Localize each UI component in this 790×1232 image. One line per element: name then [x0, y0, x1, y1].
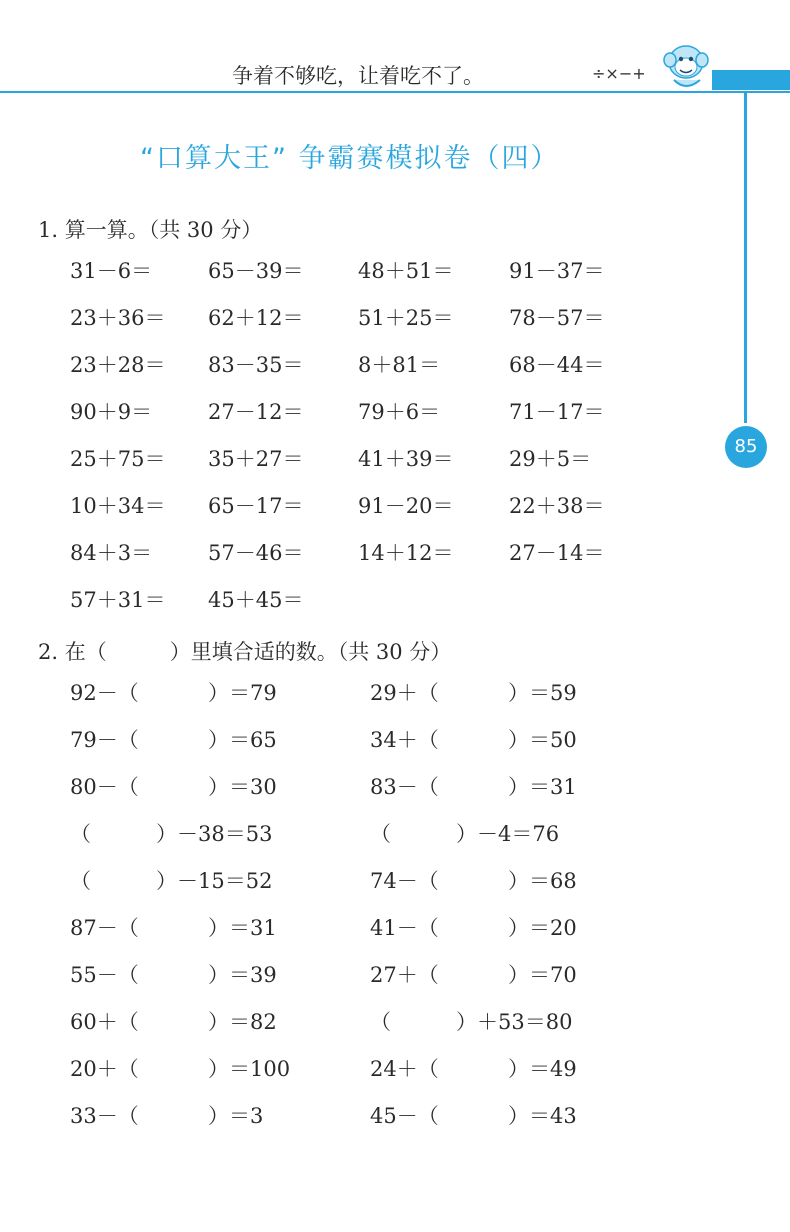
- problem: 41＋39＝: [358, 447, 454, 471]
- problem-empty: [358, 585, 509, 632]
- fill-blank-problem: [70, 960, 370, 990]
- problem: 25＋75＝: [70, 447, 166, 471]
- worksheet-title: “口算大王” 争霸赛模拟卷（四）: [140, 143, 560, 174]
- problem: 14＋12＝: [358, 541, 454, 565]
- fill-blank-problem: [70, 678, 370, 708]
- fill-blank-suffix: ）＝100: [208, 1057, 291, 1081]
- problem: 8＋81＝: [358, 353, 441, 377]
- monkey-mascot-icon: [652, 40, 714, 92]
- fill-blank-suffix: ）＝39: [208, 963, 277, 987]
- problem: 83－35＝: [208, 353, 304, 377]
- fill-blank-prefix: 41－（: [370, 916, 439, 940]
- fill-blank-problem: [370, 1054, 610, 1084]
- fill-blank-prefix: 27＋（: [370, 963, 439, 987]
- fill-blank-suffix: ）－38＝53: [156, 822, 273, 846]
- problem: 23＋28＝: [70, 353, 166, 377]
- fill-blank-prefix: 60＋（: [70, 1010, 139, 1034]
- fill-blank-suffix: ）－4＝76: [456, 822, 560, 846]
- fill-blank-prefix: 79－（: [70, 728, 139, 752]
- fill-blank-problem: [370, 1007, 610, 1037]
- fill-blank-prefix: 83－（: [370, 775, 439, 799]
- problem: 57＋31＝: [70, 588, 166, 612]
- fill-blank-problem: [70, 1101, 370, 1131]
- fill-blank-problem: [70, 1007, 370, 1037]
- fill-blank-problem: [370, 725, 610, 755]
- header-motto: 争着不够吃，让着吃不了。: [232, 64, 484, 88]
- fill-blank-prefix: 87－（: [70, 916, 139, 940]
- fill-blank-problem: [370, 678, 610, 708]
- problem: 62＋12＝: [208, 306, 304, 330]
- fill-blank-prefix: （: [70, 822, 91, 846]
- problem: 91－20＝: [358, 494, 454, 518]
- problem: 35＋27＝: [208, 447, 304, 471]
- problem: 27－12＝: [208, 400, 304, 424]
- fill-blank-suffix: ）＋53＝80: [456, 1010, 573, 1034]
- page-number-badge: 85: [725, 426, 767, 468]
- problem: 23＋36＝: [70, 306, 166, 330]
- fill-blank-problem: [370, 913, 610, 943]
- fill-blank-problem: [70, 819, 370, 849]
- fill-blank-suffix: ）＝31: [208, 916, 277, 940]
- problem: 45＋45＝: [208, 588, 304, 612]
- problem: 65－17＝: [208, 494, 304, 518]
- fill-blank-prefix: 45－（: [370, 1104, 439, 1128]
- problem: 91－37＝: [509, 259, 605, 283]
- fill-blank-problem: [370, 866, 610, 896]
- problem: 71－17＝: [509, 400, 605, 424]
- problem: 84＋3＝: [70, 541, 153, 565]
- fill-blank-problem: [70, 1054, 370, 1084]
- fill-blank-problem: [370, 772, 610, 802]
- fill-blank-prefix: 29＋（: [370, 681, 439, 705]
- fill-blank-suffix: ）＝3: [208, 1104, 264, 1128]
- arithmetic-grid: [70, 256, 629, 632]
- fill-blank-suffix: ）＝50: [508, 728, 577, 752]
- fill-blank-problem: [70, 866, 370, 896]
- fill-blank-prefix: （: [370, 1010, 391, 1034]
- fill-blank-suffix: ）＝20: [508, 916, 577, 940]
- fill-blank-prefix: 92－（: [70, 681, 139, 705]
- fill-blank-problem: [370, 819, 610, 849]
- problem: 90＋9＝: [70, 400, 153, 424]
- problem: 27－14＝: [509, 541, 605, 565]
- fill-blank-suffix: ）＝70: [508, 963, 577, 987]
- math-operators-decoration: ÷×−+: [592, 64, 646, 83]
- problem: 57－46＝: [208, 541, 304, 565]
- problem: 10＋34＝: [70, 494, 166, 518]
- fill-blank-suffix: ）＝49: [508, 1057, 577, 1081]
- header-divider: [0, 91, 790, 93]
- fill-blank-prefix: 74－（: [370, 869, 439, 893]
- problem: 48＋51＝: [358, 259, 454, 283]
- fill-blank-problem: [70, 725, 370, 755]
- fill-blank-suffix: ）－15＝52: [156, 869, 273, 893]
- fill-blank-prefix: 34＋（: [370, 728, 439, 752]
- problem: 79＋6＝: [358, 400, 441, 424]
- fill-blank-suffix: ）＝65: [208, 728, 277, 752]
- fill-blank-prefix: （: [370, 822, 391, 846]
- fill-blank-suffix: ）＝68: [508, 869, 577, 893]
- problem: 51＋25＝: [358, 306, 454, 330]
- fill-blank-grid: [70, 678, 610, 1148]
- fill-blank-prefix: 55－（: [70, 963, 139, 987]
- problem-empty: [509, 585, 629, 632]
- fill-blank-suffix: ）＝31: [508, 775, 577, 799]
- problem: 22＋38＝: [509, 494, 605, 518]
- fill-blank-prefix: 80－（: [70, 775, 139, 799]
- fill-blank-suffix: ）＝79: [208, 681, 277, 705]
- problem: 65－39＝: [208, 259, 304, 283]
- fill-blank-prefix: 20＋（: [70, 1057, 139, 1081]
- fill-blank-suffix: ）＝59: [508, 681, 577, 705]
- fill-blank-prefix: 24＋（: [370, 1057, 439, 1081]
- problem: 31－6＝: [70, 259, 153, 283]
- section1-heading: 1. 算一算。（共 30 分）: [38, 218, 263, 242]
- fill-blank-prefix: （: [70, 869, 91, 893]
- fill-blank-problem: [70, 913, 370, 943]
- problem: 78－57＝: [509, 306, 605, 330]
- header-accent-bar: [712, 70, 790, 90]
- fill-blank-problem: [370, 1101, 610, 1131]
- side-rule: [744, 93, 747, 423]
- fill-blank-problem: [370, 960, 610, 990]
- fill-blank-problem: [70, 772, 370, 802]
- fill-blank-prefix: 33－（: [70, 1104, 139, 1128]
- fill-blank-suffix: ）＝82: [208, 1010, 277, 1034]
- section2-heading: 2. 在（ ）里填合适的数。（共 30 分）: [38, 640, 452, 664]
- problem: 68－44＝: [509, 353, 605, 377]
- fill-blank-suffix: ）＝43: [508, 1104, 577, 1128]
- problem: 29＋5＝: [509, 447, 592, 471]
- fill-blank-suffix: ）＝30: [208, 775, 277, 799]
